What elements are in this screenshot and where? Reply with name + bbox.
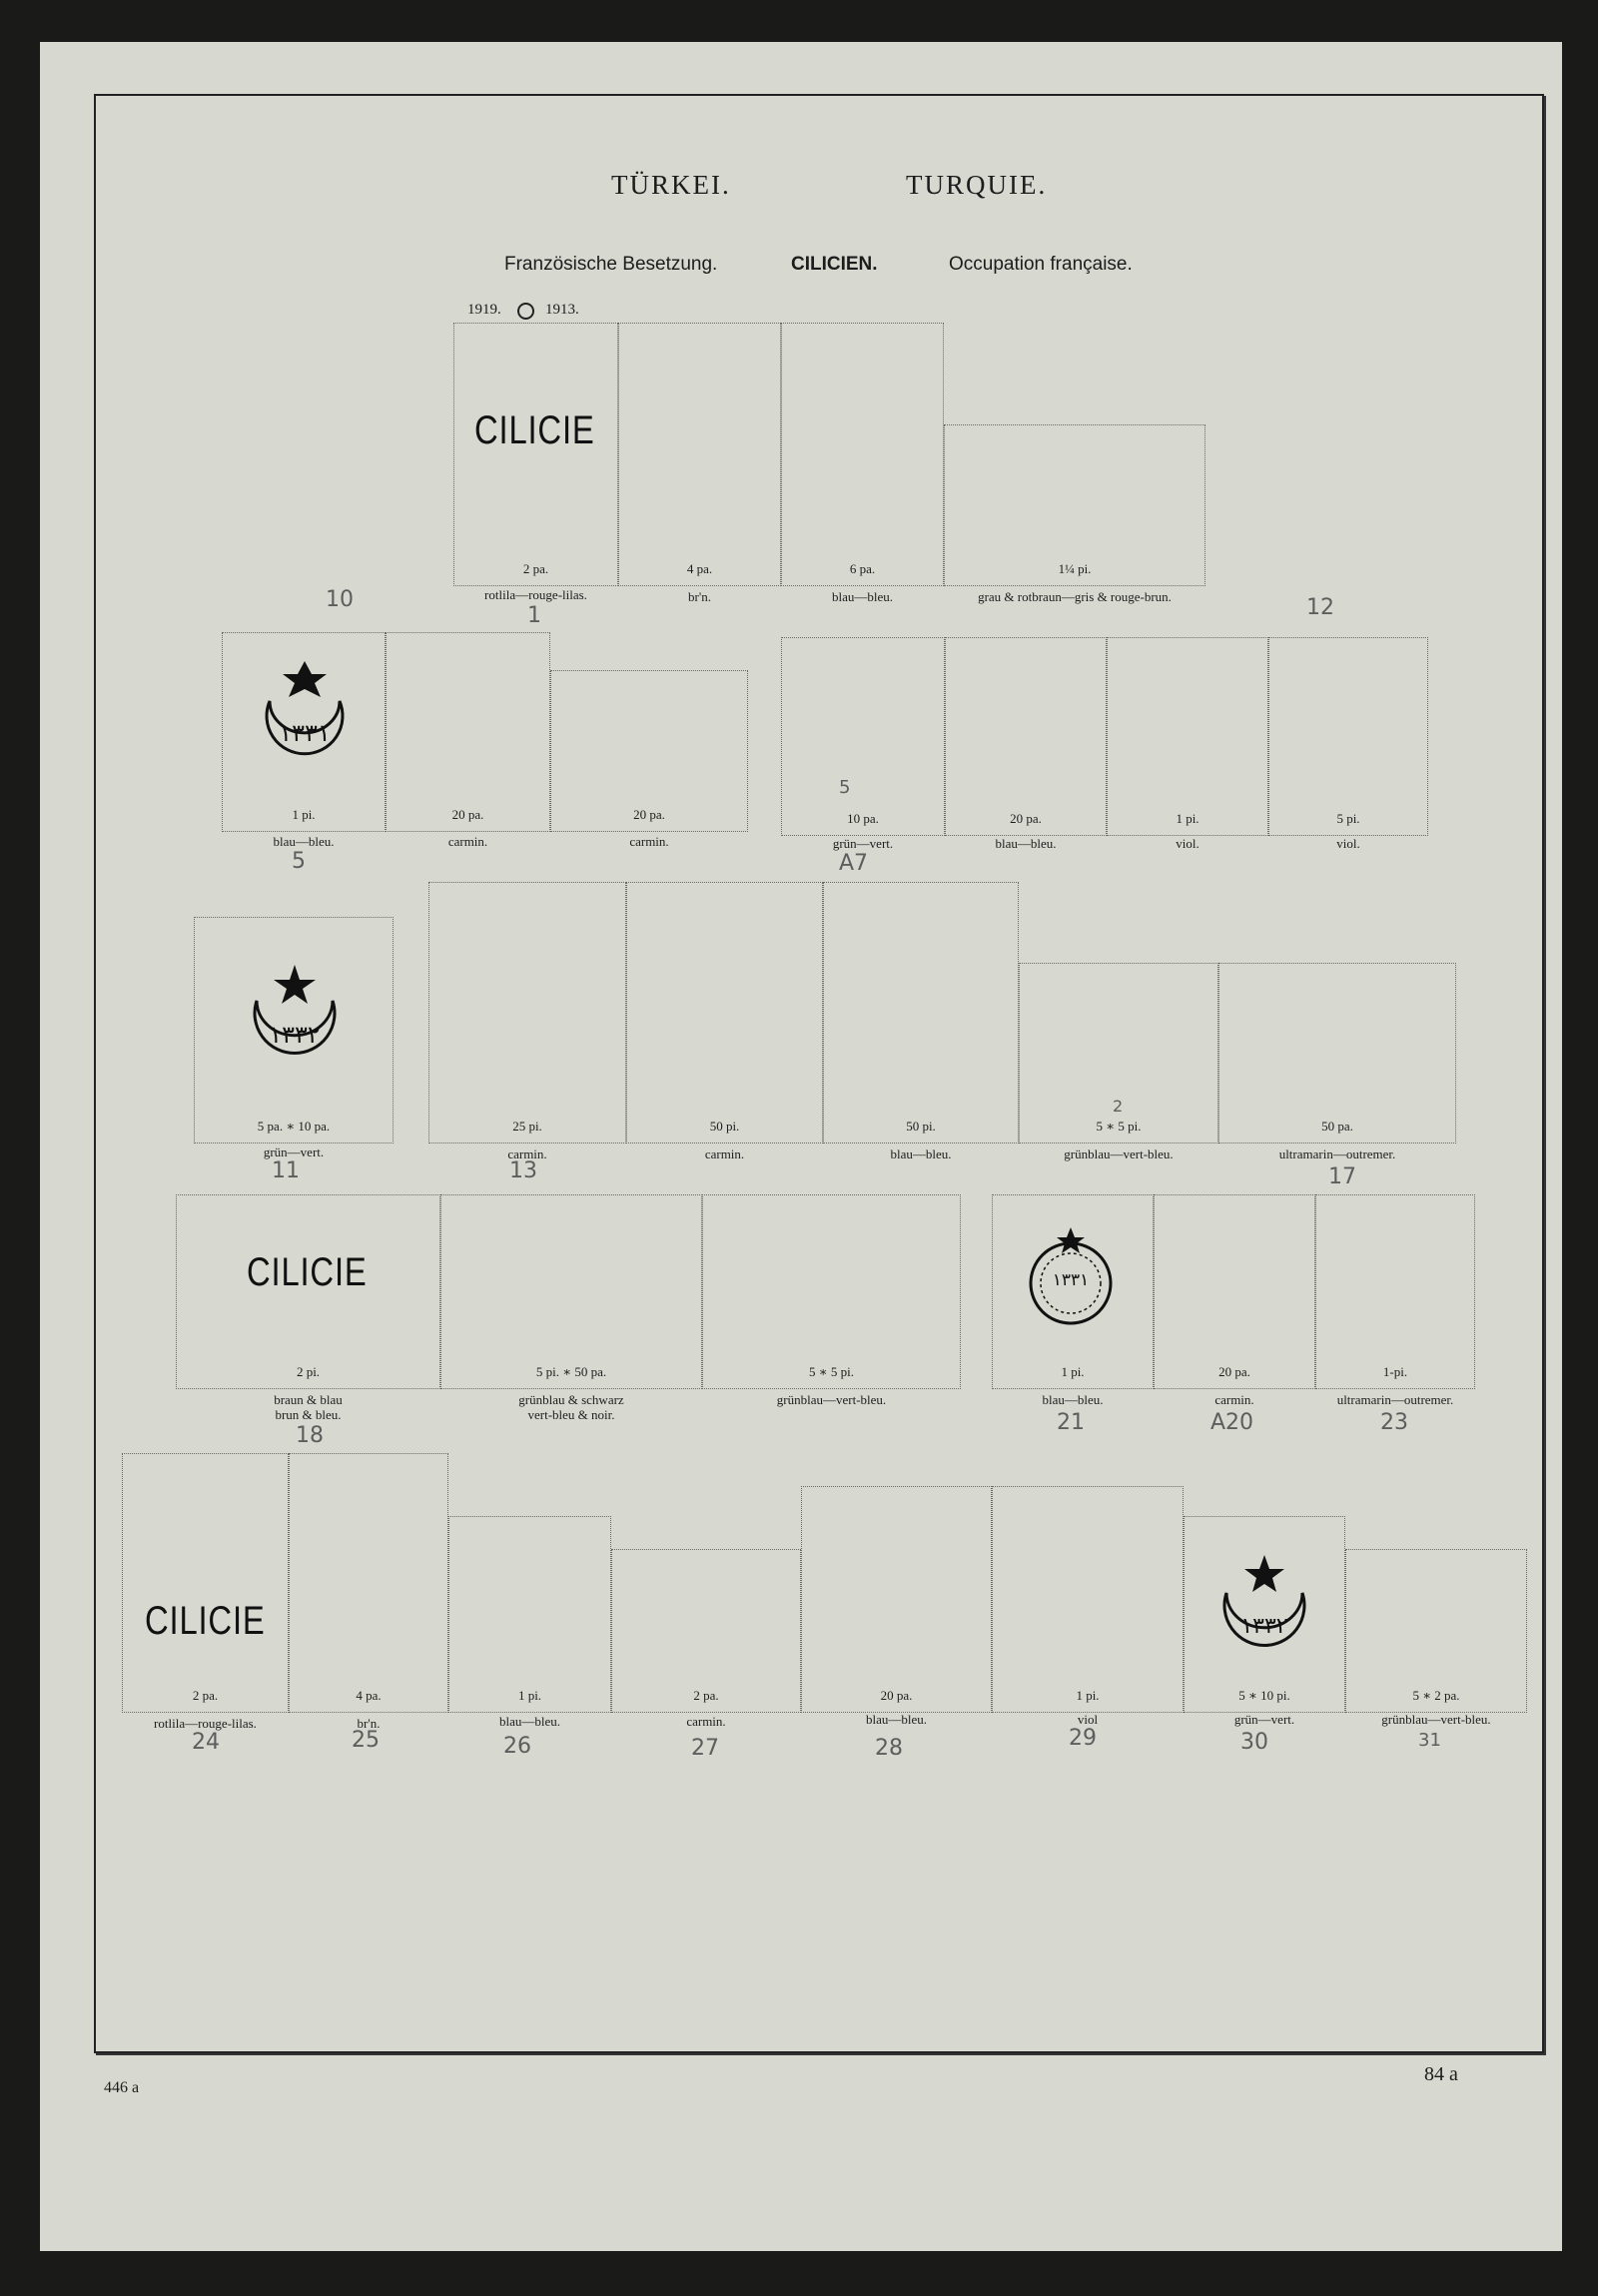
circular-cancel-icon (1021, 1225, 1121, 1335)
color-caption: blau—bleu. (1042, 1392, 1104, 1407)
svg-text:١٣٣١: ١٣٣١ (1052, 1270, 1090, 1290)
color-caption: brun & bleu. (275, 1407, 342, 1422)
handwritten-note: 25 (352, 1728, 380, 1753)
color-caption: grün—vert. (1233, 1712, 1295, 1727)
color-caption: br'n. (688, 589, 711, 604)
stamp-space (781, 323, 944, 586)
overprint-text: CILICIE (247, 1250, 368, 1294)
handwritten-note: 1 (527, 603, 541, 628)
handwritten-note: 24 (192, 1730, 220, 1755)
svg-text:١٣٣١: ١٣٣١ (279, 719, 331, 747)
stamp-space (176, 1194, 440, 1389)
star-crescent-icon (255, 651, 355, 771)
color-caption: grünblau & schwarz (518, 1392, 624, 1407)
color-caption: ultramarin—outremer. (1336, 1392, 1454, 1407)
stamp-value: 5 ∗ 5 pi. (809, 1364, 854, 1379)
subtitle-french: Occupation française. (949, 254, 1133, 275)
stamp-value: 1 pi. (1061, 1364, 1085, 1379)
stamp-space (222, 632, 386, 832)
color-caption: blau—bleu. (831, 589, 893, 604)
stamp-space (1315, 1194, 1475, 1389)
color-caption: viol. (1176, 836, 1199, 851)
stamp-value: 1¼ pi. (1058, 561, 1092, 576)
stamp-space (823, 882, 1019, 1144)
color-caption: grünblau—vert-bleu. (1381, 1712, 1491, 1727)
title-french: TURQUIE. (906, 170, 1048, 200)
color-caption: rotlila—rouge-lilas. (154, 1716, 257, 1731)
color-caption: carmin. (447, 834, 488, 849)
stamp-value: 5 pi. (1336, 811, 1360, 826)
stamp-value: 50 pi. (906, 1119, 936, 1134)
stamp-value: 4 pa. (686, 561, 713, 576)
stamp-space (1268, 637, 1428, 836)
subtitle-german: Französische Besetzung. (504, 254, 718, 275)
stamp-space (702, 1194, 961, 1389)
stamp-space (122, 1453, 289, 1713)
stamp-value: 1-pi. (1382, 1364, 1408, 1379)
stamp-space (801, 1486, 992, 1713)
handwritten-note: 13 (509, 1158, 537, 1183)
circle-icon (517, 303, 534, 320)
stamp-value: 20 pa. (1010, 811, 1042, 826)
handwritten-note: 30 (1240, 1730, 1268, 1755)
stamp-space (945, 637, 1107, 836)
color-caption: carmin. (507, 1147, 547, 1161)
handwritten-note: 10 (326, 587, 354, 612)
handwritten-note: 28 (875, 1736, 903, 1761)
handwritten-note: 5 (292, 849, 306, 874)
color-caption: vert-bleu & noir. (527, 1407, 615, 1422)
stamp-value: 5 ∗ 2 pa. (1412, 1688, 1460, 1703)
color-caption: carmin. (704, 1147, 745, 1161)
stamp-space (1218, 963, 1456, 1144)
stamp-value: 10 pa. (847, 811, 879, 826)
stamp-value: 20 pa. (880, 1688, 913, 1703)
handwritten-note: 18 (296, 1423, 324, 1448)
stamp-value: 50 pa. (1321, 1119, 1353, 1134)
color-caption: blau—bleu. (498, 1714, 560, 1729)
handwritten-note: 11 (272, 1158, 300, 1183)
stamp-value: 1 pi. (517, 1688, 542, 1703)
color-caption: rotlila—rouge-lilas. (484, 587, 587, 602)
stamp-value: 50 pi. (709, 1119, 740, 1134)
year-left: 1919. (467, 302, 501, 318)
stamp-space (992, 1486, 1184, 1713)
handwritten-note: 2 (1113, 1097, 1124, 1116)
color-caption: viol (1077, 1712, 1099, 1727)
star-crescent-icon (1214, 1547, 1314, 1657)
stamp-space (618, 323, 781, 586)
color-caption: br'n. (357, 1716, 381, 1731)
subtitle-territory: CILICIEN. (791, 254, 878, 275)
handwritten-note: 26 (503, 1734, 531, 1759)
stamp-value: 4 pa. (356, 1688, 382, 1703)
stamp-value: 1 pi. (1176, 811, 1199, 826)
stamp-value: 2 pa. (192, 1688, 219, 1703)
color-caption: blau—bleu. (865, 1712, 927, 1727)
stamp-space (1019, 963, 1218, 1144)
stamp-space (992, 1194, 1154, 1389)
color-caption: braun & blau (274, 1392, 343, 1407)
color-caption: viol. (1336, 836, 1360, 851)
stamp-space (1107, 637, 1268, 836)
stamp-space (289, 1453, 448, 1713)
stamp-space (1154, 1194, 1315, 1389)
color-caption: blau—bleu. (995, 836, 1057, 851)
color-caption: grau & rotbraun—gris & rouge-brun. (978, 589, 1172, 604)
handwritten-note: A20 (1210, 1410, 1254, 1435)
stamp-value: 2 pa. (693, 1688, 719, 1703)
stamp-space (440, 1194, 702, 1389)
color-caption: ultramarin—outremer. (1278, 1147, 1396, 1161)
page-number-left: 446 a (104, 2079, 140, 2096)
handwritten-note: A7 (839, 851, 869, 876)
overprint-text: CILICIE (474, 408, 595, 452)
color-caption: grünblau—vert-bleu. (776, 1392, 887, 1407)
stamp-value: 1 pi. (292, 807, 316, 822)
year-right: 1913. (545, 302, 579, 318)
stamp-space (781, 637, 945, 836)
color-caption: grün—vert. (832, 836, 894, 851)
stamp-value: 5 ∗ 10 pi. (1238, 1688, 1290, 1703)
title-german: TÜRKEI. (611, 170, 731, 200)
stamp-space (448, 1516, 611, 1713)
handwritten-note: 29 (1069, 1726, 1097, 1751)
stamp-value: 5 ∗ 5 pi. (1096, 1119, 1142, 1134)
stamp-space (453, 323, 618, 586)
handwritten-note: 12 (1306, 595, 1334, 620)
svg-text:١٣٣٢: ١٣٣٢ (1240, 1614, 1288, 1639)
page-number-right: 84 a (1424, 2063, 1458, 2085)
stamp-space (611, 1549, 801, 1713)
stamp-space (944, 424, 1205, 586)
color-caption: carmin. (629, 834, 669, 849)
stamp-space (1184, 1516, 1345, 1713)
stamp-value: 2 pi. (296, 1364, 321, 1379)
handwritten-note: 31 (1418, 1730, 1441, 1751)
color-caption: carmin. (686, 1714, 726, 1729)
handwritten-note: 23 (1380, 1410, 1408, 1435)
stamp-value: 5 pa. ∗ 10 pa. (257, 1119, 331, 1134)
color-caption: blau—bleu. (890, 1147, 952, 1161)
stamp-value: 20 pa. (451, 807, 484, 822)
stamp-value: 20 pa. (1218, 1364, 1250, 1379)
stamp-value: 6 pa. (849, 561, 876, 576)
handwritten-note: 21 (1057, 1410, 1085, 1435)
handwritten-note: 27 (691, 1736, 719, 1761)
handwritten-note: 5 (839, 777, 851, 798)
stamp-space (428, 882, 626, 1144)
stamp-value: 5 pi. ∗ 50 pa. (535, 1364, 607, 1379)
stamp-space (386, 632, 550, 832)
handwritten-note: 17 (1328, 1164, 1356, 1189)
stamp-space (194, 917, 394, 1144)
stamp-value: 1 pi. (1076, 1688, 1100, 1703)
svg-text:١٣٣٢: ١٣٣٢ (269, 1021, 321, 1049)
star-crescent-icon (245, 953, 345, 1073)
stamp-space (1345, 1549, 1527, 1713)
color-caption: blau—bleu. (273, 834, 335, 849)
color-caption: grünblau—vert-bleu. (1064, 1147, 1174, 1161)
stamp-value: 25 pi. (512, 1119, 542, 1134)
color-caption: grün—vert. (263, 1145, 325, 1159)
overprint-text: CILICIE (145, 1599, 266, 1643)
color-caption: carmin. (1214, 1392, 1254, 1407)
stamp-value: 20 pa. (633, 807, 665, 822)
stamp-value: 2 pa. (522, 561, 549, 576)
stamp-space (550, 670, 748, 832)
stamp-space (626, 882, 823, 1144)
